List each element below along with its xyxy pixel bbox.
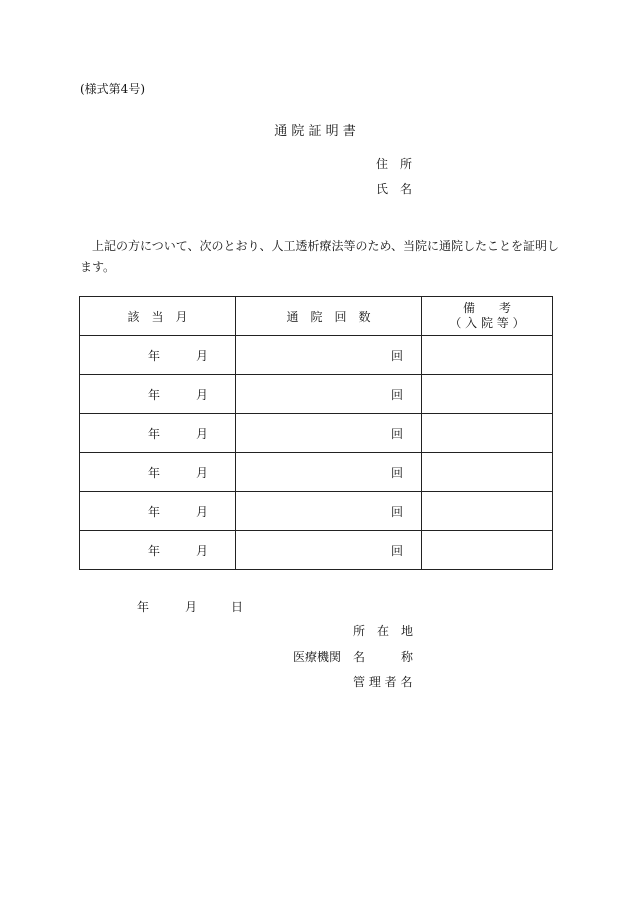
month-unit: 月 xyxy=(196,544,209,558)
month-cell[interactable] xyxy=(80,453,236,492)
year-unit: 年 xyxy=(148,427,161,441)
remarks-cell[interactable] xyxy=(422,336,553,375)
certification-statement xyxy=(80,236,560,278)
issue-date-month: 月 xyxy=(185,600,198,614)
issue-date-day: 日 xyxy=(231,600,244,614)
table-row xyxy=(80,492,553,531)
institution-location-label: 所 在 地 xyxy=(353,624,414,638)
month-cell[interactable] xyxy=(80,531,236,570)
visit-count-cell[interactable]: 回 xyxy=(236,531,422,570)
header-visit-count: 通 院 回 数 xyxy=(236,297,422,336)
table-row xyxy=(80,336,553,375)
patient-address-label: 住 所 xyxy=(376,157,413,171)
visit-count-cell[interactable]: 回 xyxy=(236,453,422,492)
issue-date-year: 年 xyxy=(137,600,150,614)
year-unit: 年 xyxy=(148,388,161,402)
year-unit: 年 xyxy=(148,505,161,519)
year-unit: 年 xyxy=(148,349,161,363)
statement-line-1: 上記の方について、次のとおり、人工透析療法等のため、当院に通院したことを証明し xyxy=(92,239,560,253)
month-unit: 月 xyxy=(196,505,209,519)
visit-count-cell[interactable]: 回 xyxy=(236,375,422,414)
document-title: 通 院 証 明 書 xyxy=(274,124,356,139)
remarks-cell[interactable] xyxy=(422,414,553,453)
table-row xyxy=(80,531,553,570)
visit-count-cell[interactable]: 回 xyxy=(236,336,422,375)
visit-count-cell[interactable]: 回 xyxy=(236,492,422,531)
institution-name-label: 名 称 xyxy=(353,650,414,664)
table-row xyxy=(80,414,553,453)
year-unit: 年 xyxy=(148,466,161,480)
table-row xyxy=(80,453,553,492)
statement-line-2: ます。 xyxy=(80,260,116,274)
month-cell[interactable] xyxy=(80,414,236,453)
remarks-cell[interactable] xyxy=(422,531,553,570)
month-cell[interactable] xyxy=(80,492,236,531)
month-unit: 月 xyxy=(196,388,209,402)
visit-count-cell[interactable]: 回 xyxy=(236,414,422,453)
header-remarks xyxy=(422,297,553,336)
remarks-cell[interactable] xyxy=(422,453,553,492)
remarks-cell[interactable] xyxy=(422,375,553,414)
table-header-row xyxy=(80,297,553,336)
visit-record-table xyxy=(79,296,553,570)
month-unit: 月 xyxy=(196,466,209,480)
header-month: 該 当 月 xyxy=(80,297,236,336)
header-remarks-line-2: （ 入 院 等 ） xyxy=(449,316,525,330)
year-unit: 年 xyxy=(148,544,161,558)
header-remarks-line-1: 備 考 xyxy=(462,301,511,315)
patient-name-label: 氏 名 xyxy=(376,182,413,196)
month-unit: 月 xyxy=(196,427,209,441)
month-cell[interactable] xyxy=(80,375,236,414)
month-unit: 月 xyxy=(196,349,209,363)
manager-name-label: 管 理 者 名 xyxy=(353,675,413,689)
medical-institution-label: 医療機関 xyxy=(293,650,342,664)
remarks-cell[interactable] xyxy=(422,492,553,531)
table-row xyxy=(80,375,553,414)
month-cell[interactable] xyxy=(80,336,236,375)
form-number: (様式第4号) xyxy=(80,82,145,96)
